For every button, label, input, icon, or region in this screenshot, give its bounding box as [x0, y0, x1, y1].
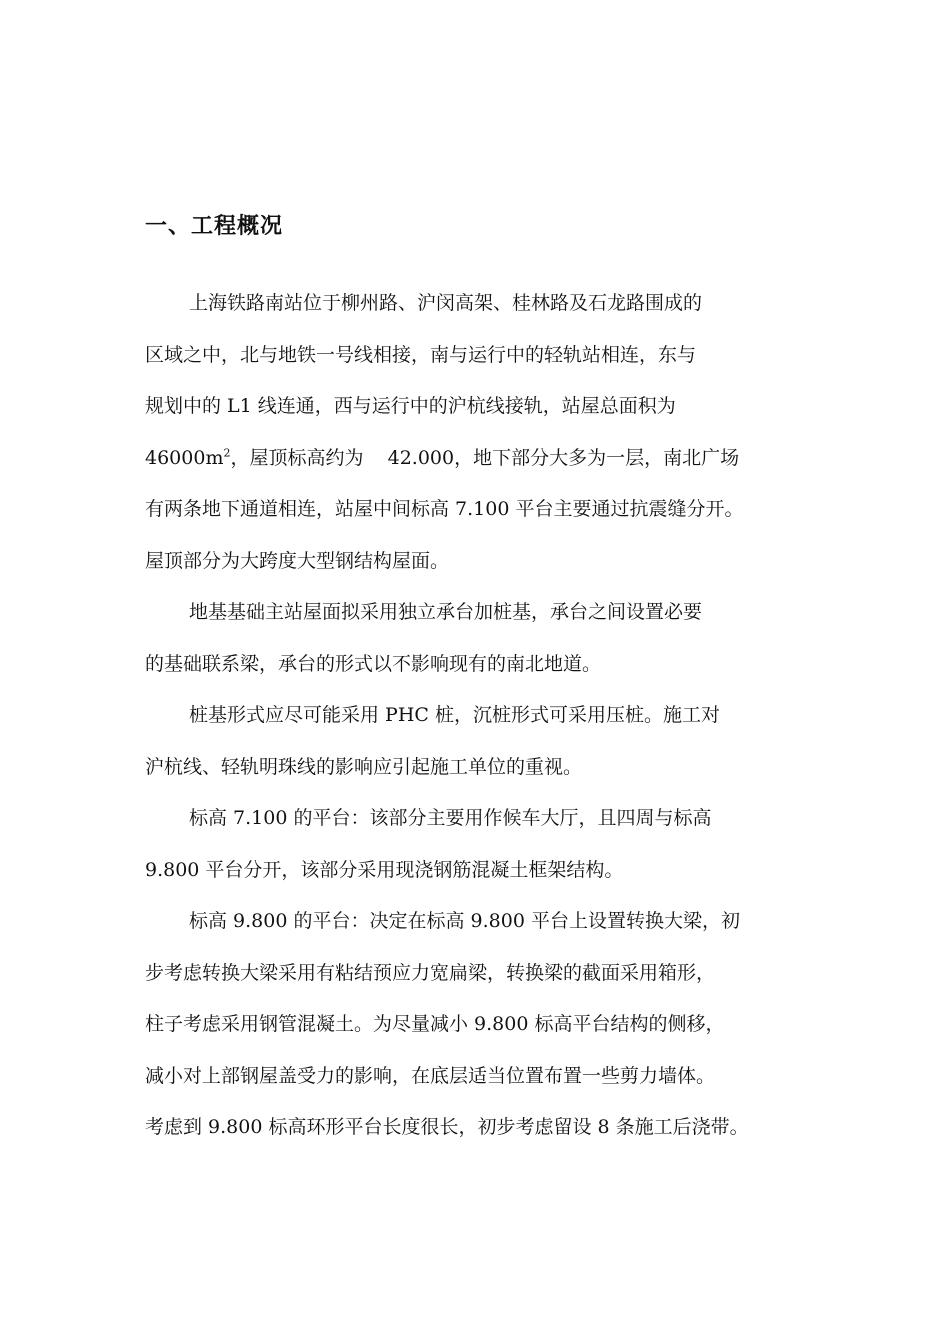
area-unit-superscript: 2 — [223, 446, 231, 460]
text-line-area — [145, 433, 815, 485]
text-line: 9.800 平台分开，该部分采用现浇钢筋混凝土框架结构。 — [145, 858, 624, 881]
text-line: 地基基础主站屋面拟采用独立承台加桩基，承台之间设置必要 — [189, 601, 703, 623]
text-line: 减小对上部钢屋盖受力的影响，在底层适当位置布置一些剪力墙体。 — [145, 1064, 716, 1087]
text-line: 步考虑转换大梁采用有粘结预应力宽扁梁，转换梁的截面采用箱形， — [145, 961, 716, 984]
section-title: 一、工程概况 — [145, 214, 284, 239]
text-line: 屋顶部分为大跨度大型钢结构屋面。 — [145, 549, 450, 572]
paragraph-pile-type — [145, 690, 815, 793]
body-text — [145, 278, 815, 1154]
text-line: 考虑到 9.800 标高环形平台长度很长，初步考虑留设 8 条施工后浇带。 — [145, 1116, 749, 1138]
text-line: 区域之中，北与地铁一号线相接，南与运行中的轻轨站相连，东与 — [145, 343, 697, 366]
paragraph-platform-7100 — [145, 793, 815, 896]
text-line: 的基础联系梁，承台的形式以不影响现有的南北地道。 — [145, 652, 602, 675]
text-line: 沪杭线、轻轨明珠线的影响应引起施工单位的重视。 — [145, 755, 583, 778]
paragraph-project-location — [145, 278, 815, 587]
text-line: 标高 7.100 的平台：该部分主要用作候车大厅，且四周与标高 — [189, 807, 712, 829]
text-line: 有两条地下通道相连，站屋中间标高 7.100 平台主要通过抗震缝分开。 — [145, 498, 744, 520]
paragraph-platform-9800 — [145, 896, 815, 1154]
text-line: 上海铁路南站位于柳州路、沪闵高架、桂林路及石龙路围成的 — [189, 292, 703, 314]
area-value: 46000m — [145, 446, 224, 469]
text-line: 柱子考虑采用钢管混凝土。为尽量减小 9.800 标高平台结构的侧移， — [145, 1013, 725, 1035]
text-line-continuation: ，屋顶标高约为 42.000，地下部分大多为一层，南北广场 — [230, 446, 740, 469]
text-line: 规划中的 L1 线连通，西与运行中的沪杭线接轨，站屋总面积为 — [145, 395, 676, 417]
paragraph-foundation — [145, 587, 815, 690]
text-line: 标高 9.800 的平台：决定在标高 9.800 平台上设置转换大梁，初 — [189, 910, 740, 932]
text-line: 桩基形式应尽可能采用 PHC 桩，沉桩形式可采用压桩。施工对 — [189, 704, 720, 726]
